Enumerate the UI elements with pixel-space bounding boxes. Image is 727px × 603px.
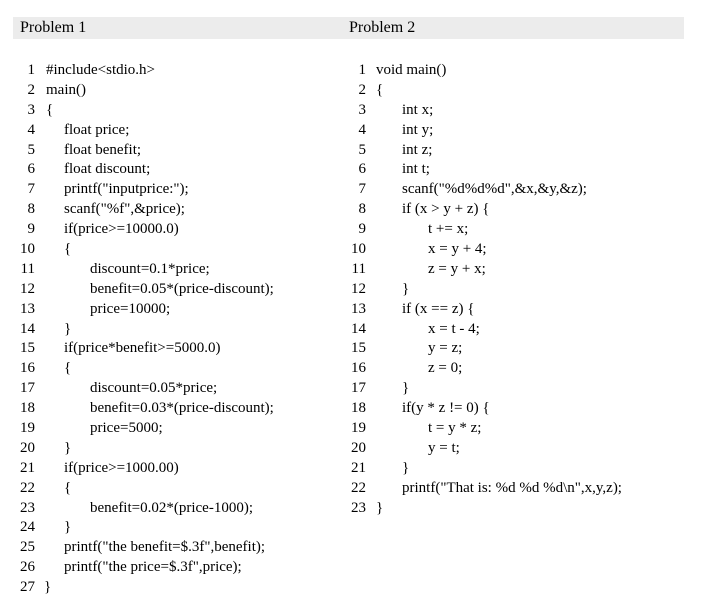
line-number: 15 [351,340,366,357]
line-number: 20 [351,439,366,456]
line-number: 8 [358,201,366,218]
code-line [13,180,333,200]
line-number: 19 [20,420,35,437]
code-line [344,280,714,300]
code-line [13,160,333,180]
line-number: 26 [20,559,35,576]
line-number: 23 [20,499,35,516]
line-number: 11 [351,260,366,277]
code-text: { [46,101,54,118]
code-line [344,81,714,101]
code-text: benefit=0.05*(price-discount); [90,280,274,297]
code-text: printf("That is: %d %d %d\n",x,y,z); [402,479,622,496]
code-line [13,260,333,280]
line-number: 14 [20,320,35,337]
code-text: } [44,579,52,596]
code-line [13,558,333,578]
code-line [344,220,714,240]
line-number: 4 [358,121,366,138]
code-text: #include<stdio.h> [46,62,155,78]
line-number: 6 [27,161,35,178]
code-line [344,320,714,340]
code-text: discount=0.1*price; [90,260,210,277]
code-line [344,180,714,200]
problem-2-title: Problem 2 [349,19,416,36]
problem-1-code [13,61,333,598]
problem-2-code [344,61,714,518]
line-number: 13 [351,300,366,317]
code-text: benefit=0.02*(price-1000); [90,499,253,516]
line-number: 21 [20,459,35,476]
code-line [13,439,333,459]
line-number: 15 [20,340,35,357]
code-line [13,399,333,419]
line-number: 10 [20,241,35,258]
code-text: { [64,479,72,496]
line-number: 2 [358,81,366,98]
line-number: 12 [351,280,366,297]
line-number: 7 [358,181,366,198]
code-line [344,240,714,260]
code-text: int x; [402,101,434,118]
problem-1-title: Problem 1 [20,19,87,36]
line-number: 16 [351,360,366,377]
line-number: 12 [20,280,35,297]
code-text: { [376,81,384,98]
code-line [13,320,333,340]
code-text: printf("the price=$.3f",price); [64,559,242,576]
line-number: 16 [20,360,35,377]
code-line [344,399,714,419]
line-number: 1 [358,62,366,78]
code-text: price=10000; [90,300,171,317]
line-number: 17 [20,380,35,397]
line-number: 1 [27,62,35,78]
code-text: } [402,380,410,397]
code-line [344,121,714,141]
code-text: } [376,499,384,516]
line-number: 11 [20,260,35,277]
line-number: 23 [351,499,366,516]
line-number: 2 [27,81,35,98]
code-line [13,339,333,359]
code-text: float benefit; [64,141,142,158]
code-line [344,141,714,161]
line-number: 3 [358,101,366,118]
code-line [13,240,333,260]
code-line [344,260,714,280]
line-number: 8 [27,201,35,218]
code-line [344,200,714,220]
code-text: } [64,320,72,337]
code-line [13,300,333,320]
code-text: if(price>=1000.00) [64,459,179,476]
code-text: { [64,360,72,377]
code-text: y = t; [428,439,460,456]
code-line [344,379,714,399]
code-line [344,300,714,320]
code-line [13,220,333,240]
code-text: if(price>=10000.0) [64,221,179,238]
code-text: { [64,241,72,258]
line-number: 5 [27,141,35,158]
code-line [13,81,333,101]
line-number: 21 [351,459,366,476]
code-line [13,419,333,439]
code-text: x = y + 4; [428,241,487,258]
code-line [344,499,714,519]
line-number: 10 [351,241,366,258]
line-number: 7 [27,181,35,198]
code-line [13,101,333,121]
code-text: if(price*benefit>=5000.0) [64,340,221,357]
code-text: } [402,459,410,476]
code-text: if(y * z != 0) { [402,400,490,417]
code-line [13,459,333,479]
code-text: scanf("%d%d%d",&x,&y,&z); [402,181,587,198]
code-line [344,479,714,499]
code-line [13,518,333,538]
line-number: 17 [351,380,366,397]
code-text: if (x > y + z) { [402,201,490,218]
line-number: 25 [20,539,35,556]
code-text: } [64,519,72,536]
line-number: 5 [358,141,366,158]
code-line [344,419,714,439]
line-number: 9 [358,221,366,238]
code-line [13,538,333,558]
code-line [13,121,333,141]
code-text: scanf("%f",&price); [64,201,185,218]
code-line [13,359,333,379]
code-line [13,479,333,499]
code-line [13,280,333,300]
code-line [344,459,714,479]
line-number: 27 [20,579,35,596]
code-text: if (x == z) { [402,300,475,317]
code-text: } [64,439,72,456]
code-line [344,101,714,121]
line-number: 18 [351,400,366,417]
code-line [13,61,333,81]
code-text: void main() [376,62,447,78]
line-number: 14 [351,320,366,337]
line-number: 22 [351,479,366,496]
line-number: 6 [358,161,366,178]
code-text: printf("the benefit=$.3f",benefit); [64,539,266,556]
code-line [13,379,333,399]
code-text: x = t - 4; [428,320,480,337]
code-text: t += x; [428,221,469,238]
code-text: main() [46,81,86,98]
code-line [13,499,333,519]
code-line [344,439,714,459]
code-text: y = z; [428,340,463,357]
code-line [344,359,714,379]
code-text: benefit=0.03*(price-discount); [90,400,274,417]
code-text: price=5000; [90,420,163,437]
code-text: int t; [402,161,430,178]
code-line [13,578,333,598]
line-number: 22 [20,479,35,496]
code-text: float price; [64,121,130,138]
code-text: z = y + x; [428,260,486,277]
code-text: z = 0; [428,360,463,377]
line-number: 4 [27,121,35,138]
code-line [344,339,714,359]
line-number: 9 [27,221,35,238]
code-text: discount=0.05*price; [90,380,218,397]
code-line [13,141,333,161]
line-number: 20 [20,439,35,456]
line-number: 13 [20,300,35,317]
line-number: 19 [351,420,366,437]
code-text: printf("inputprice:"); [64,181,189,198]
code-text: t = y * z; [428,420,482,437]
code-text: } [402,280,410,297]
code-line [344,61,714,81]
line-number: 24 [20,519,35,536]
code-text: float discount; [64,161,151,178]
line-number: 3 [27,101,35,118]
code-line [344,160,714,180]
code-text: int y; [402,121,434,138]
code-text: int z; [402,141,433,158]
line-number: 18 [20,400,35,417]
code-line [13,200,333,220]
